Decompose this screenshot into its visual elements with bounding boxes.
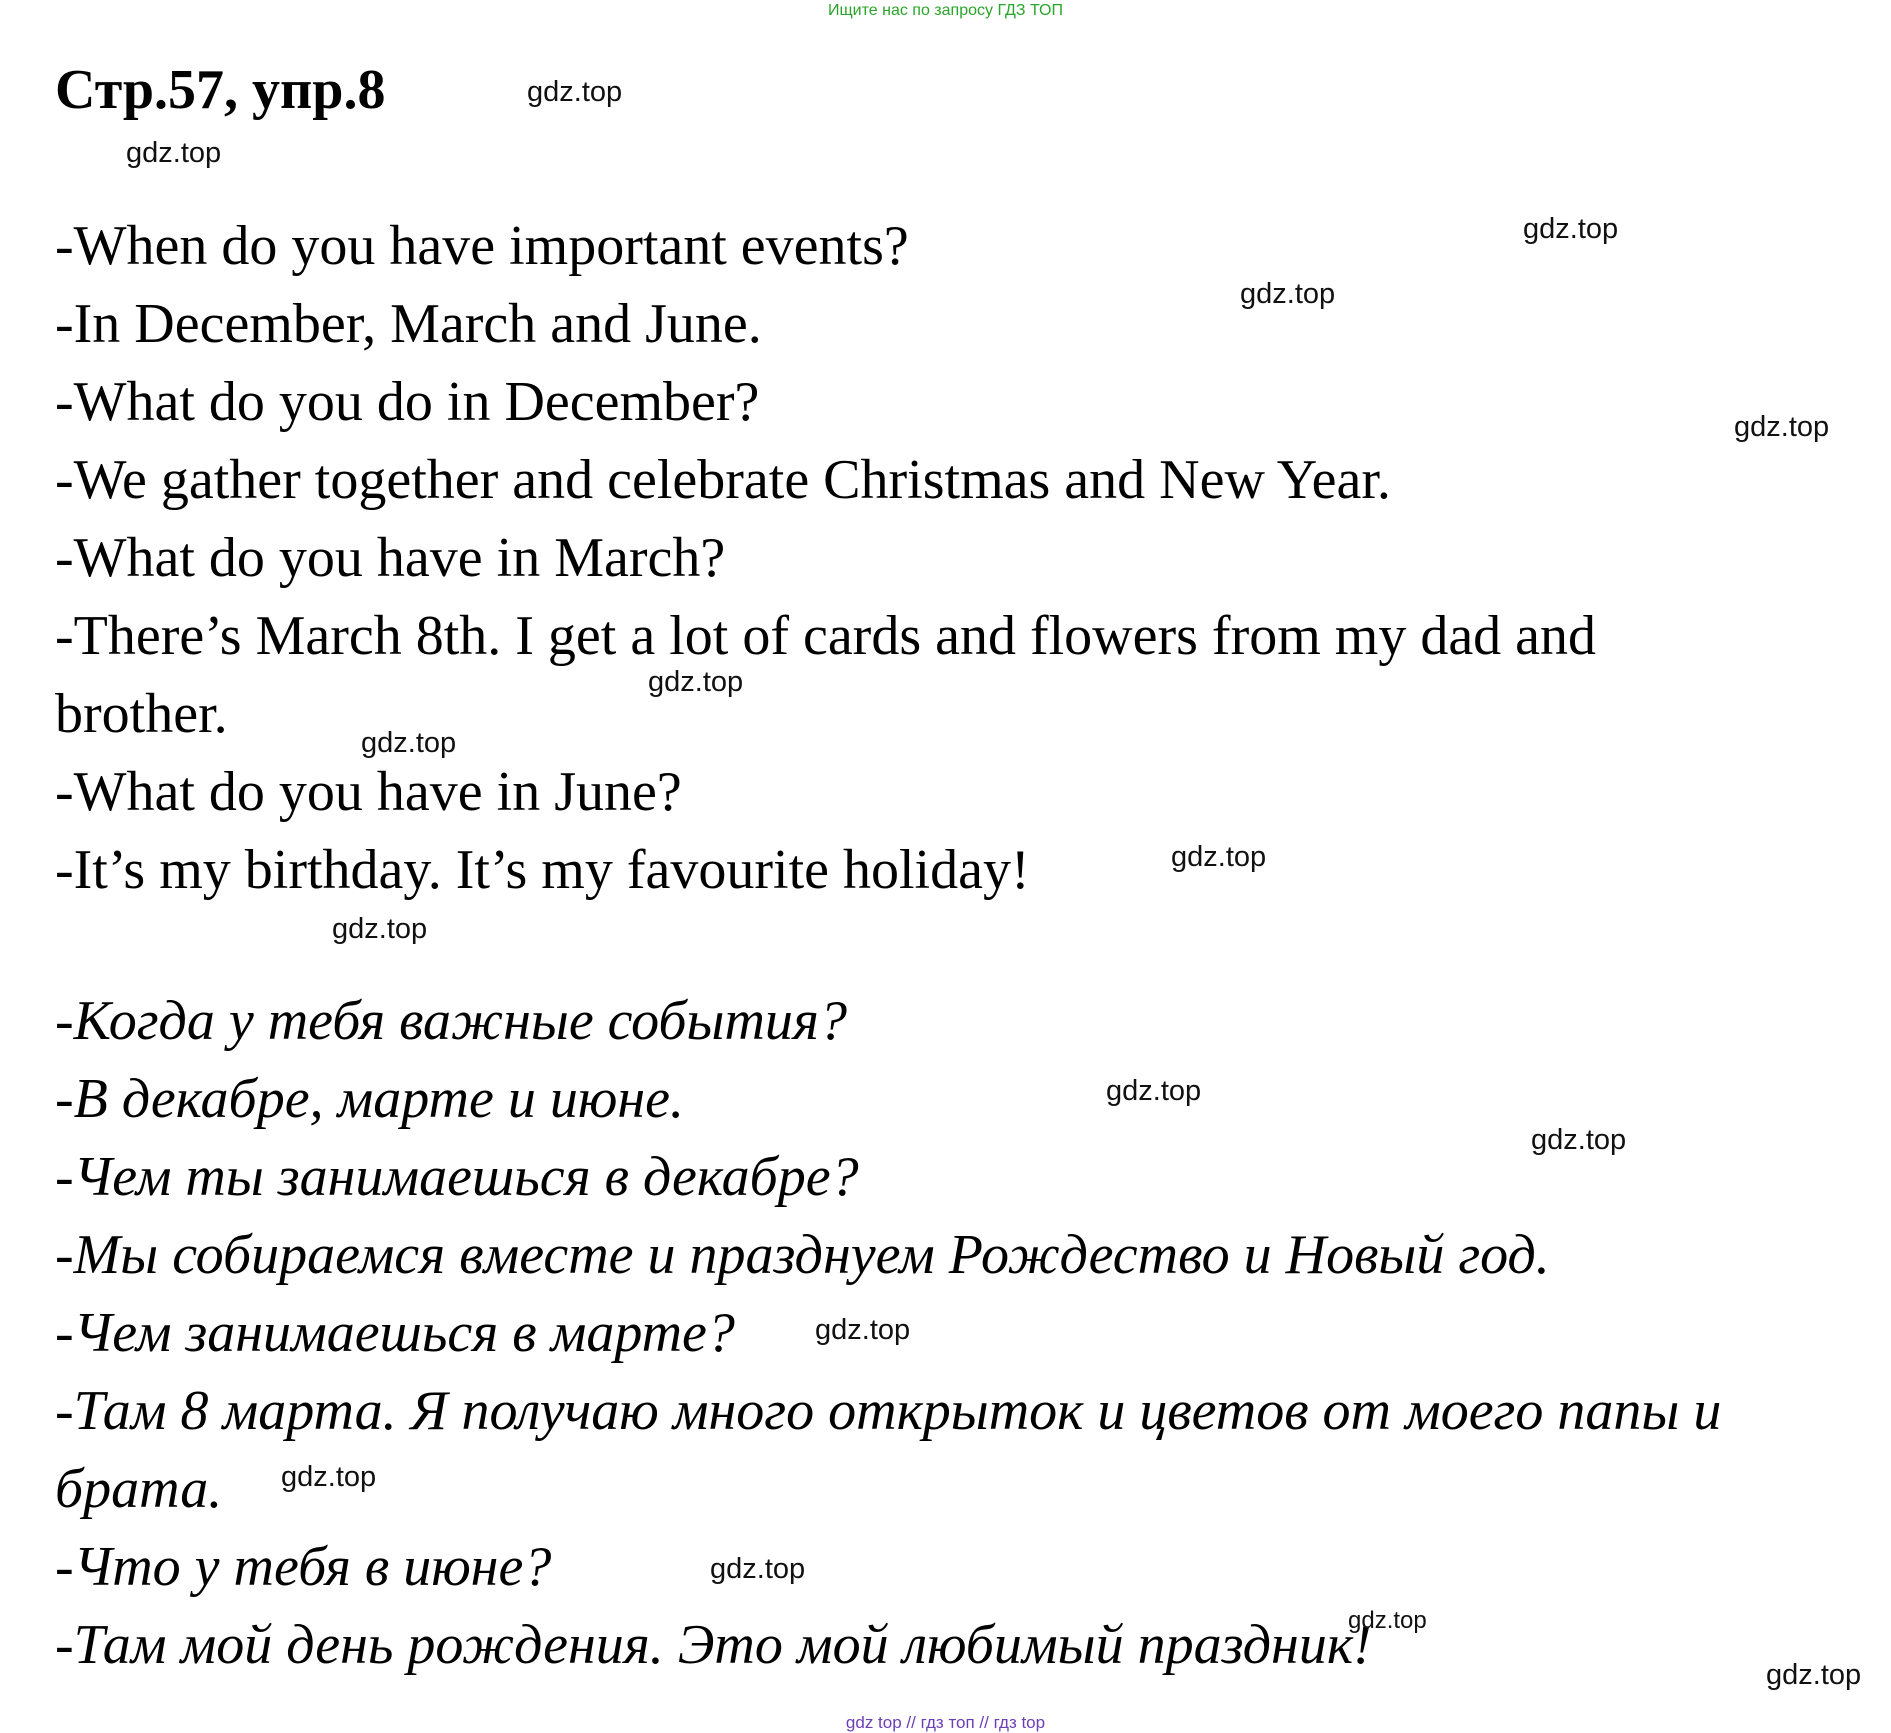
watermark: gdz.top xyxy=(1240,278,1336,310)
russian-line-1: -Когда у тебя важные события? xyxy=(55,990,847,1052)
english-line-2: -In December, March and June. xyxy=(55,293,762,355)
watermark: gdz.top xyxy=(1734,411,1830,443)
watermark: gdz.top xyxy=(126,137,222,169)
english-line-3: -What do you do in December? xyxy=(55,371,760,433)
russian-line-7: брата. xyxy=(55,1458,223,1520)
english-line-1: -When do you have important events? xyxy=(55,215,909,277)
watermark: gdz.top xyxy=(1766,1659,1862,1691)
page-title: Стр.57, упр.8 xyxy=(55,59,386,121)
watermark: gdz.top xyxy=(527,76,623,108)
russian-line-2: -В декабре, марте и июне. xyxy=(55,1068,684,1130)
watermark: gdz.top xyxy=(710,1553,806,1585)
watermark: gdz.top xyxy=(332,913,428,945)
watermark: gdz.top xyxy=(1531,1124,1627,1156)
english-line-5: -What do you have in March? xyxy=(55,527,726,589)
watermark: gdz.top xyxy=(281,1461,377,1493)
english-line-8: -What do you have in June? xyxy=(55,761,682,823)
watermark: gdz.top xyxy=(361,727,457,759)
english-line-7: brother. xyxy=(55,683,228,745)
watermark: gdz.top xyxy=(1523,213,1619,245)
russian-line-4: -Мы собираемся вместе и празднуем Рождество и Новый год. xyxy=(55,1224,1550,1286)
russian-line-3: -Чем ты занимаешься в декабре? xyxy=(55,1146,859,1208)
watermark: gdz.top xyxy=(1106,1075,1202,1107)
watermark: gdz.top xyxy=(1348,1607,1427,1634)
watermark: gdz.top xyxy=(815,1314,911,1346)
russian-line-6: -Там 8 марта. Я получаю много открыток и цветов от моего папы и xyxy=(55,1380,1722,1442)
watermark: gdz.top xyxy=(648,666,744,698)
russian-line-5: -Чем занимаешься в марте? xyxy=(55,1302,735,1364)
russian-line-8: -Что у тебя в июне? xyxy=(55,1536,552,1598)
top-banner: Ищите нас по запросу ГДЗ ТОП xyxy=(828,2,1063,19)
footer: gdz top // гдз топ // гдз top xyxy=(845,1713,1046,1732)
english-line-4: -We gather together and celebrate Christmas and New Year. xyxy=(55,449,1391,511)
russian-line-9: -Там мой день рождения. Это мой любимый праздник! xyxy=(55,1614,1372,1676)
english-line-6: -There’s March 8th. I get a lot of cards and flowers from my dad and xyxy=(55,605,1597,667)
watermark: gdz.top xyxy=(1171,841,1267,873)
english-line-9: -It’s my birthday. It’s my favourite holiday! xyxy=(55,839,1030,901)
